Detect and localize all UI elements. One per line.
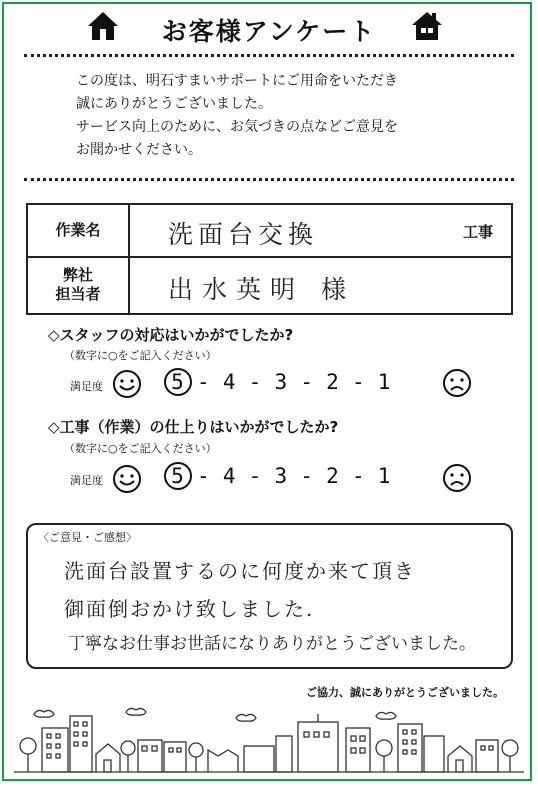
page-title: お客様アンケート: [161, 17, 377, 46]
work-name-field[interactable]: [129, 204, 512, 257]
satisfaction-label: 満足度: [70, 474, 103, 487]
intro-line: 誠にありがとうございました。: [76, 96, 272, 112]
comment-line: 御面倒おかけ致しました.: [64, 597, 315, 621]
divider: [24, 54, 514, 57]
comment-line: 洗面台設置するのに何度か来て頂き: [64, 559, 416, 583]
rating-option-5[interactable]: 5: [158, 462, 197, 490]
comment-line: 丁寧なお仕事お世話になりありがとうございました。: [68, 634, 476, 654]
rating-option-3[interactable]: 3: [274, 464, 288, 488]
question-2-note: （数字に○をご記入ください）: [64, 442, 217, 455]
staff-label: [27, 257, 129, 314]
rating-option-2[interactable]: 2: [326, 370, 339, 394]
rating-option-4[interactable]: 4: [222, 370, 236, 394]
thanks-message: ご協力、誠にありがとうございました。: [306, 686, 504, 699]
rating-option-1[interactable]: 1: [377, 370, 391, 394]
survey-sheet: [2, 2, 532, 781]
smiley-icon: [112, 464, 142, 494]
intro-line: お聞かせください。: [76, 142, 202, 158]
staff-label-line: 担当者: [55, 285, 101, 304]
house-icon: [410, 10, 444, 42]
rating-option-5[interactable]: 5: [158, 368, 197, 396]
staff-field[interactable]: [129, 257, 512, 314]
question-1: ◇スタッフの対応はいかがでしたか?: [48, 326, 294, 344]
rating-option-4[interactable]: 4: [222, 464, 236, 488]
townscape-illustration: [14, 702, 524, 774]
staff-label-line: 弊社: [62, 266, 93, 285]
work-name-label: 作業名: [27, 204, 129, 257]
staff-value: 出水英明 様: [168, 274, 355, 304]
divider: [24, 178, 514, 181]
work-name-value: 洗面台交換: [168, 220, 319, 249]
rating-scale-1: 5 - 4 - 3 - 2 - 1: [158, 368, 404, 396]
frown-icon: [442, 463, 472, 493]
intro-text: [76, 70, 398, 162]
rating-option-3[interactable]: 3: [274, 370, 288, 394]
work-suffix: 工事: [462, 223, 493, 241]
rating-option-2[interactable]: 2: [326, 464, 339, 488]
comments-heading: 〈ご意見・ご感想〉: [38, 531, 137, 544]
rating-scale-2: 5 - 4 - 3 - 2 - 1: [158, 462, 404, 490]
frown-icon: [442, 368, 472, 398]
smiley-icon: [112, 369, 142, 399]
satisfaction-label: 満足度: [70, 380, 103, 393]
question-2: ◇工事（作業）の仕上りはいかがでしたか?: [48, 418, 339, 436]
comments-box[interactable]: [26, 523, 513, 669]
work-info-table: [26, 203, 513, 315]
question-1-note: （数字に○をご記入ください）: [64, 349, 217, 362]
rating-option-1[interactable]: 1: [377, 464, 391, 488]
intro-line: サービス向上のために、お気づきの点などご意見を: [76, 119, 398, 135]
intro-line: この度は、明石すまいサポートにご用命をいただき: [76, 73, 398, 89]
